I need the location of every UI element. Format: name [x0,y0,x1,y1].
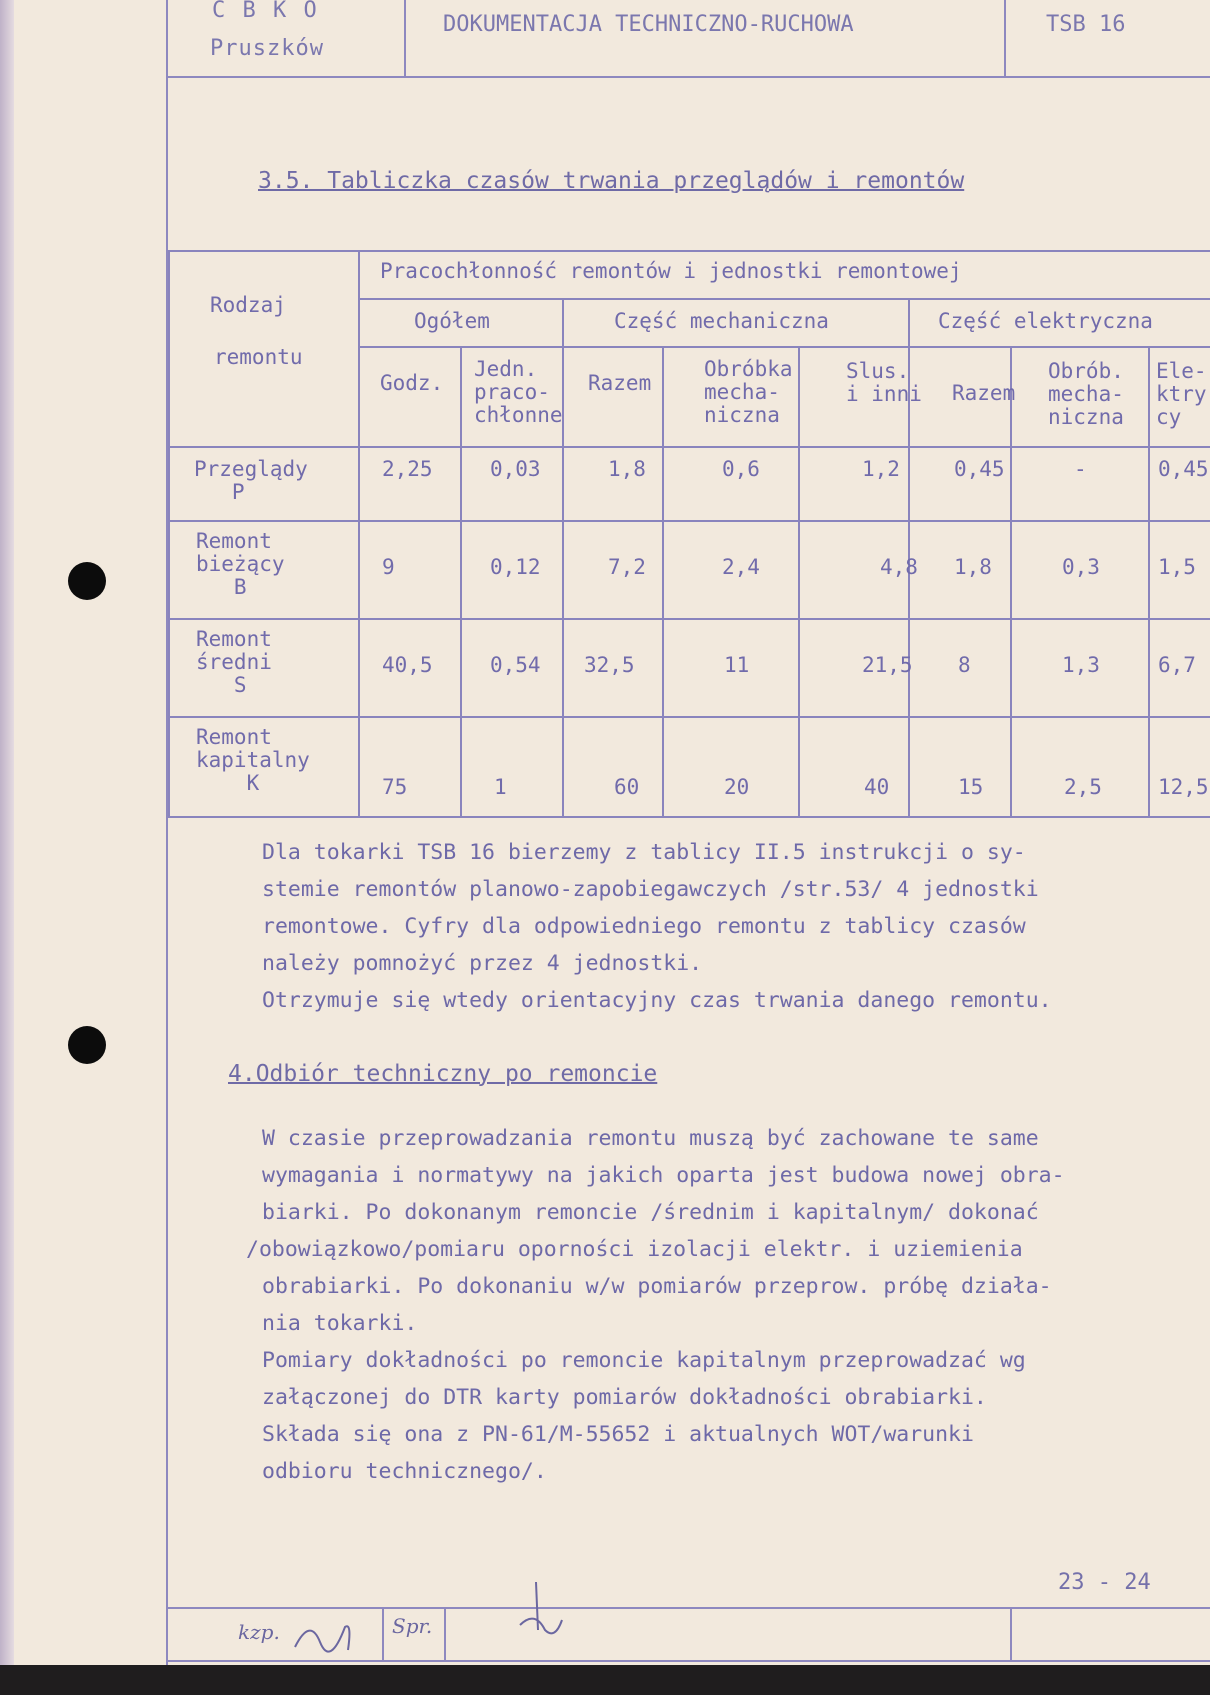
section-title-4: 4.Odbiór techniczny po remoncie [228,1061,658,1087]
table-line [358,250,360,818]
table-cell: 0,54 [490,653,541,677]
table-line [168,520,1210,522]
header-divider-2 [1004,0,1006,78]
table-cell: 8 [958,653,971,677]
signature-scribble-1 [290,1612,360,1657]
page-number: 23 - 24 [1058,1570,1151,1595]
table-line [168,716,1210,718]
doc-code: TSB 16 [1046,12,1126,37]
row-label-medium-repair: Remont średni S [196,627,272,697]
table-line [168,446,1210,448]
table-cell: 12,5 [1158,775,1209,799]
signature-checked: Spr. [392,1614,433,1638]
org-name: C B K O [212,0,319,23]
table-cell: 7,2 [608,555,646,579]
paragraph-1-line: należy pomnożyć przez 4 jednostki. [262,951,703,976]
table-cell: 20 [724,775,750,799]
row-header-line-1: Rodzaj [210,293,286,317]
table-line [798,346,800,818]
table-cell: 0,6 [722,457,760,481]
table-line [358,346,1210,348]
paragraph-2-line: załączonej do DTR karty pomiarów dokładności obrabiarki. [262,1385,987,1410]
paragraph-1-line: Dla tokarki TSB 16 bierzemy z tablicy II.5 instrukcji o sy- [262,840,1026,865]
paragraph-2-line: nia tokarki. [262,1311,418,1336]
col-header-mech-total: Razem [588,371,652,395]
table-line [168,250,170,818]
table-line [1010,346,1012,818]
col-header-units: Jedn. praco- chłonne [474,357,563,427]
table-cell: 11 [724,653,750,677]
table-line [662,346,664,818]
table-cell: 6,7 [1158,653,1196,677]
col-header-mech-machining: Obróbka mecha- niczna [704,357,793,427]
table-line [168,618,1210,620]
footer-divider-2 [444,1607,446,1662]
row-label-overhaul: Remont kapitalny K [196,725,310,795]
header-bottom-line [166,76,1210,78]
footer-divider-1 [382,1607,384,1662]
footer-top-line [166,1607,1210,1609]
punch-hole [68,562,106,600]
table-cell: 0,3 [1062,555,1100,579]
table-cell: 40,5 [382,653,433,677]
table-cell: 21,5 [862,653,913,677]
table-line [1148,346,1150,818]
paragraph-2-line: /obowiązkowo/pomiaru oporności izolacji elektr. i uziemienia [246,1237,1023,1262]
table-cell: 75 [382,775,408,799]
table-cell: 40 [864,775,890,799]
table-cell: 2,4 [722,555,760,579]
paragraph-2-line: W czasie przeprowadzania remontu muszą być zachowane te same [262,1126,1039,1151]
table-cell: 0,45 [1158,457,1209,481]
paragraph-2-line: odbioru technicznego/. [262,1459,547,1484]
punch-hole [68,1026,106,1064]
signature-scribble-2 [510,1580,570,1650]
table-cell: 4,8 [880,555,918,579]
paragraph-1-line: stemie remontów planowo-zapobiegawczych /str.53/ 4 jednostki [262,877,1039,902]
table-cell: 2,25 [382,457,433,481]
table-cell: 1,2 [862,457,900,481]
table-line [168,250,1210,252]
table-line [460,346,462,818]
paragraph-1-line: Otrzymuje się wtedy orientacyjny czas trwania danego remontu. [262,988,1052,1013]
table-line [358,298,1210,300]
table-cell: 0,12 [490,555,541,579]
paragraph-2-line: Składa się ona z PN-61/M-55652 i aktualnych WOT/warunki [262,1422,974,1447]
section-title-3-5: 3.5. Tabliczka czasów trwania przeglądów i remontów [258,168,965,194]
group-header: Pracochłonność remontów i jednostki remontowej [380,259,962,283]
table-cell: 32,5 [584,653,635,677]
paragraph-2-line: wymagania i normatywy na jakich oparta jest budowa nowej obra- [262,1163,1065,1188]
table-line [168,816,1210,818]
table-cell: 60 [614,775,640,799]
doc-title: DOKUMENTACJA TECHNICZNO-RUCHOWA [443,12,854,37]
row-label-current-repair: Remont bieżący B [196,529,285,599]
col-header-hours: Godz. [380,371,444,395]
subgroup-electrical: Część elektryczna [938,309,1153,333]
row-label-inspections: Przeglądy P [194,457,308,504]
paragraph-2-line: biarki. Po dokonanym remoncie /średnim i kapitalnym/ dokonać [262,1200,1039,1225]
col-header-electricians: Ele- ktry cy [1156,359,1207,429]
col-header-elec-total: Razem [952,381,1016,405]
subgroup-total: Ogółem [414,309,490,333]
table-cell: 9 [382,555,395,579]
signature-prepared: kzp. [238,1620,280,1644]
col-header-elec-machining: Obrób. mecha- niczna [1048,359,1124,429]
footer-bottom-line [166,1660,1210,1662]
table-cell: 1,8 [608,457,646,481]
table-cell: 2,5 [1064,775,1102,799]
subgroup-mechanical: Część mechaniczna [614,309,829,333]
org-city: Pruszków [210,36,324,61]
table-cell: 1,5 [1158,555,1196,579]
paragraph-2-line: obrabiarki. Po dokonaniu w/w pomiarów przeprow. próbę działa- [262,1274,1052,1299]
page-edge-shadow [0,0,14,1665]
row-header-line-2: remontu [214,345,303,369]
paragraph-1-line: remontowe. Cyfry dla odpowiedniego remontu z tablicy czasów [262,914,1026,939]
table-cell: 1 [494,775,507,799]
header-divider-1 [404,0,406,78]
table-cell: 1,8 [954,555,992,579]
footer-divider-3 [1010,1607,1012,1662]
table-cell: 0,03 [490,457,541,481]
col-header-fitters: Slus. i inni [846,359,922,406]
table-cell: 0,45 [954,457,1005,481]
table-cell: 15 [958,775,984,799]
paragraph-2-line: Pomiary dokładności po remoncie kapitalnym przeprowadzać wg [262,1348,1026,1373]
table-cell: - [1074,457,1087,481]
table-cell: 1,3 [1062,653,1100,677]
